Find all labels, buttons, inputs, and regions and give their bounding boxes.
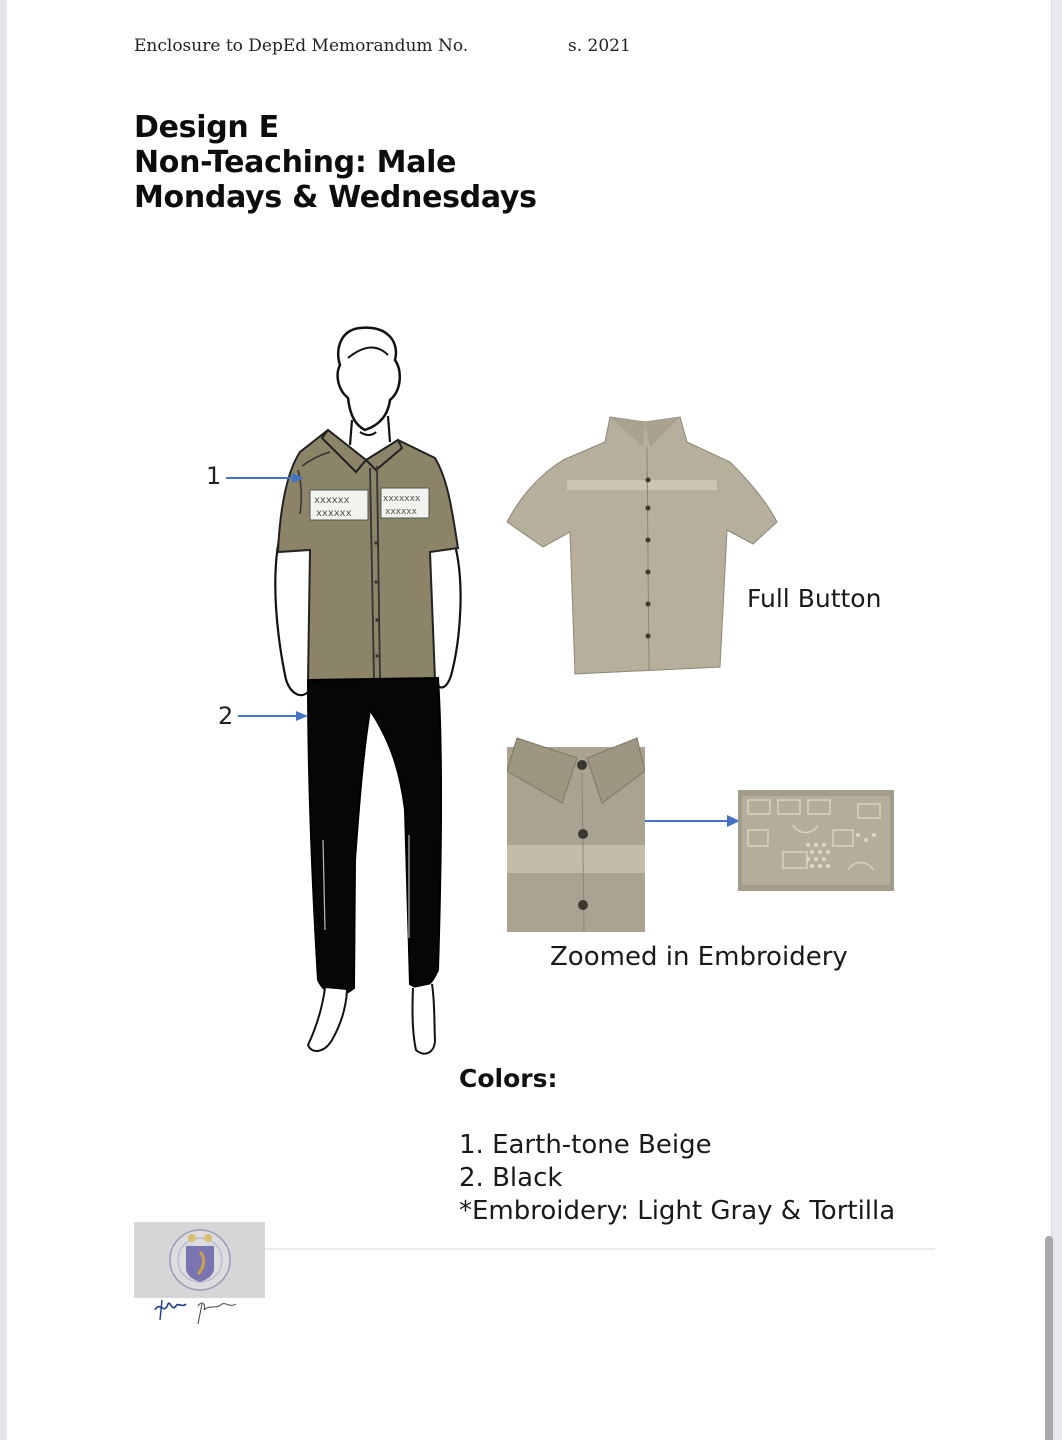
color-item-embroidery: *Embroidery: Light Gray & Tortilla xyxy=(459,1196,896,1226)
design-name: Design E xyxy=(134,110,279,145)
svg-text:xxxxxxx: xxxxxxx xyxy=(383,494,421,504)
schedule-days: Mondays & Wednesdays xyxy=(134,180,537,215)
svg-text:xxxxxx: xxxxxx xyxy=(314,495,350,506)
footer-divider xyxy=(265,1248,935,1250)
colors-heading: Colors: xyxy=(459,1064,558,1093)
arrow-icon xyxy=(226,471,304,485)
uniform-illustration xyxy=(190,320,480,1080)
embroidery-detail-photo xyxy=(738,790,894,891)
memo-enclosure-label: Enclosure to DepEd Memorandum No. xyxy=(134,36,469,56)
color-item-shirt: 1. Earth-tone Beige xyxy=(459,1130,712,1160)
zoomed-embroidery-label: Zoomed in Embroidery xyxy=(550,942,848,972)
memo-series: s. 2021 xyxy=(568,36,631,56)
scrollbar-thumb[interactable] xyxy=(1045,1236,1053,1440)
shirt-closeup-photo xyxy=(507,733,645,932)
arrow-icon xyxy=(645,813,740,829)
signatures xyxy=(150,1296,250,1326)
arrow-icon xyxy=(238,709,308,723)
scroll-track[interactable] xyxy=(1051,0,1062,1440)
category: Non-Teaching: Male xyxy=(134,145,457,180)
color-item-pants: 2. Black xyxy=(459,1163,563,1193)
callout-number-2: 2 xyxy=(218,702,234,730)
svg-text:xxxxxx: xxxxxx xyxy=(385,507,417,517)
svg-text:xxxxxx: xxxxxx xyxy=(316,508,352,519)
full-button-label: Full Button xyxy=(747,584,882,613)
page-title xyxy=(134,110,537,215)
deped-seal-logo xyxy=(134,1222,265,1298)
callout-number-1: 1 xyxy=(206,462,222,490)
colors-list xyxy=(459,1129,895,1228)
full-button-shirt-photo xyxy=(505,412,780,682)
